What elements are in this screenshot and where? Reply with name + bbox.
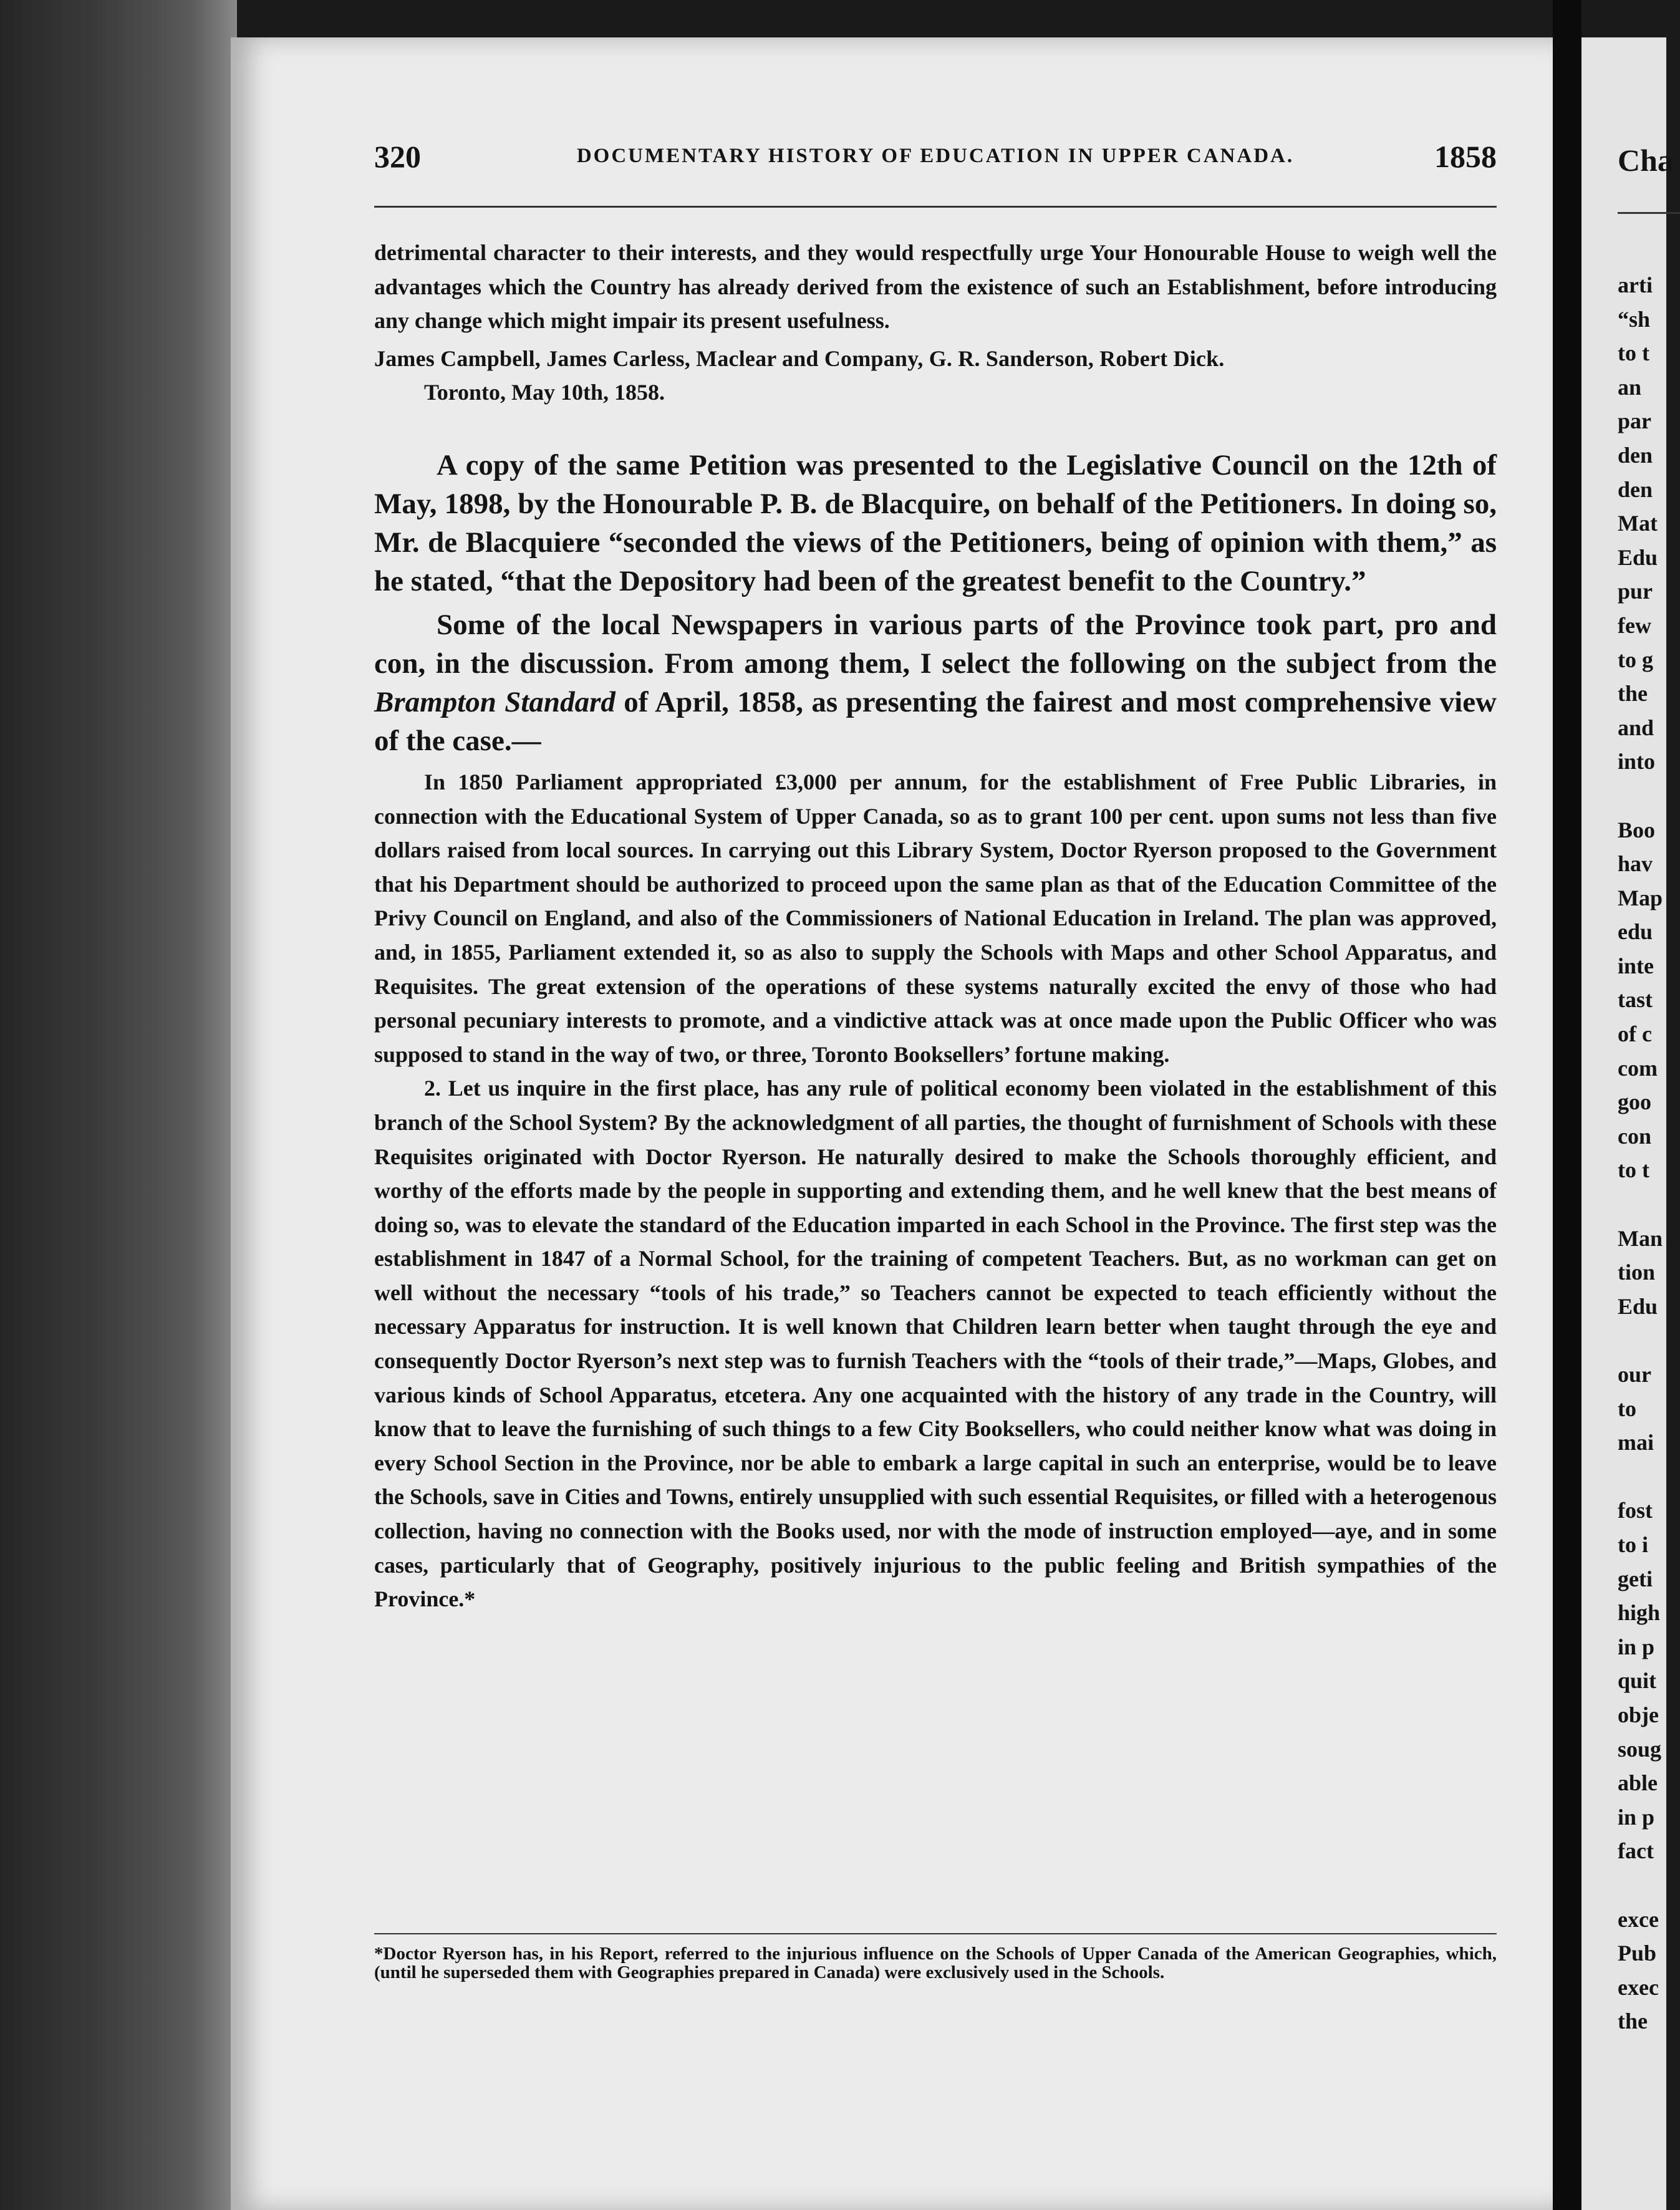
text-block xyxy=(374,236,1497,1616)
body-paragraph-1: A copy of the same Petition was presented to the Legislative Council on the 12th of May, 1898, by the Honourable P. B. de Blacquire, on behalf of the Petitioners. In doing so, Mr. de Blacquiere “seconded the views of the Petitioners, being of opinion with them,” as he stated, “that the Depository had been of the greatest benefit to the Country.” xyxy=(374,448,1497,597)
page-number: 320 xyxy=(374,139,421,174)
running-head-year: 1858 xyxy=(1434,139,1497,174)
binding-gutter xyxy=(1553,0,1581,2210)
scan-left-margin xyxy=(0,0,237,2210)
facing-page-fragment xyxy=(1581,37,1673,2210)
body-paragraph-2-tail: of April, 1858, as presenting the fairest and most comprehensive view of the case.— xyxy=(374,685,1497,757)
footnote: *Doctor Ryerson has, in his Report, referred to the injurious influence on the Schools of Upper Canada of the American Geographies, which, (until he superseded them with Geographies prepared in Canada) were exclusively used in the Schools. xyxy=(374,1944,1497,1982)
extract-paragraph-1: In 1850 Parliament appropriated £3,000 per annum, for the establishment of Free Public Libraries, in connection with the Educational System of Upper Canada, so as to grant 100 per cent. upon sums not less than five dollars raised from local sources. In carrying out this Library System, Doctor Ryerson proposed to the Government that his Department should be authorized to proceed upon the same plan as that of the Education Committee of the Privy Council on England, and also of the Commissioners of National Education in Ireland. The plan was approved, and, in 1855, Parliament extended it, so as also to supply the Schools with Maps and other School Apparatus, and Requisites. The great extension of the operations of these systems naturally excited the envy of those who had personal pecuniary interests to promote, and a vindictive attack was at once made upon the Public Officer who was supposed to stand in the way of two, or three, Toronto Booksellers’ fortune making. xyxy=(374,769,1497,1067)
facing-page-header-fragment: Cha xyxy=(1618,143,1673,178)
petition-signatories: James Campbell, James Carless, Maclear and Company, G. R. Sanderson, Robert Dick. xyxy=(374,345,1225,371)
facing-page-rule xyxy=(1618,212,1680,214)
facing-page-line-fragments: arti “sh to t an par den den Mat Edu pur few to g the and into Boo hav Map edu inte tast of c com goo con to t Man tion Edu our to mai fost to i geti high in p quit obje soug able in p fact exce Pub exec the xyxy=(1618,273,1663,2034)
body-paragraph-2 xyxy=(374,606,1497,760)
running-head-title: DOCUMENTARY HISTORY OF EDUCATION IN UPPER CANADA. xyxy=(576,145,1295,167)
header-rule xyxy=(374,206,1497,208)
footnote-rule xyxy=(374,1933,1497,1934)
newspaper-title: Brampton Standard xyxy=(374,685,616,718)
petition-date: Toronto, May 10th, 1858. xyxy=(424,380,665,405)
body-paragraph-2-lead: Some of the local Newspapers in various parts of the Province took part, pro and con, in the discussion. From among them, I select the following on the subject from the xyxy=(374,608,1497,680)
running-head xyxy=(374,138,1497,182)
petition-closing-paragraph: detrimental character to their interests, and they would respectfully urge Your Honourable House to weigh well the advantages which the Country has already derived from the existence of such an Establishment, before introducing any change which might impair its present usefulness. xyxy=(374,240,1497,334)
extract-paragraph-2: 2. Let us inquire in the first place, has any rule of political economy been violated in the establishment of this branch of the School System? By the acknowledgment of all parties, the thought of furnishment of Schools with these Requisites originated with Doctor Ryerson. He naturally desired to make the Schools thoroughly efficient, and worthy of the efforts made by the people in supporting and extending them, and he well knew that the best means of doing so, was to elevate the standard of the Education imparted in each School in the Province. The first step was the establishment in 1847 of a Normal School, for the training of competent Teachers. But, as no workman can get on well without the necessary “tools of his trade,” so Teachers cannot be expected to teach efficiently without the necessary Apparatus for instruction. It is well known that Children learn better when taught through the eye and consequently Doctor Ryerson’s next step was to furnish Teachers with the “tools of their trade,”—Maps, Globes, and various kinds of School Apparatus, etcetera. Any one acquainted with the history of any trade in the Country, will know that to leave the furnishing of such things to a few City Booksellers, who could neither know what was doing in every School Section in the Province, nor be able to embark a large capital in such an enterprise, would be to leave the Schools, save in Cities and Towns, entirely unsupplied with such essential Requisites, or filled with a heterogenous collection, having no connection with the Books used, nor with the mode of instruction employed—aye, and in some cases, particularly that of Geography, positively injurious to the public feeling and British sympathies of the Province.* xyxy=(374,1076,1497,1612)
